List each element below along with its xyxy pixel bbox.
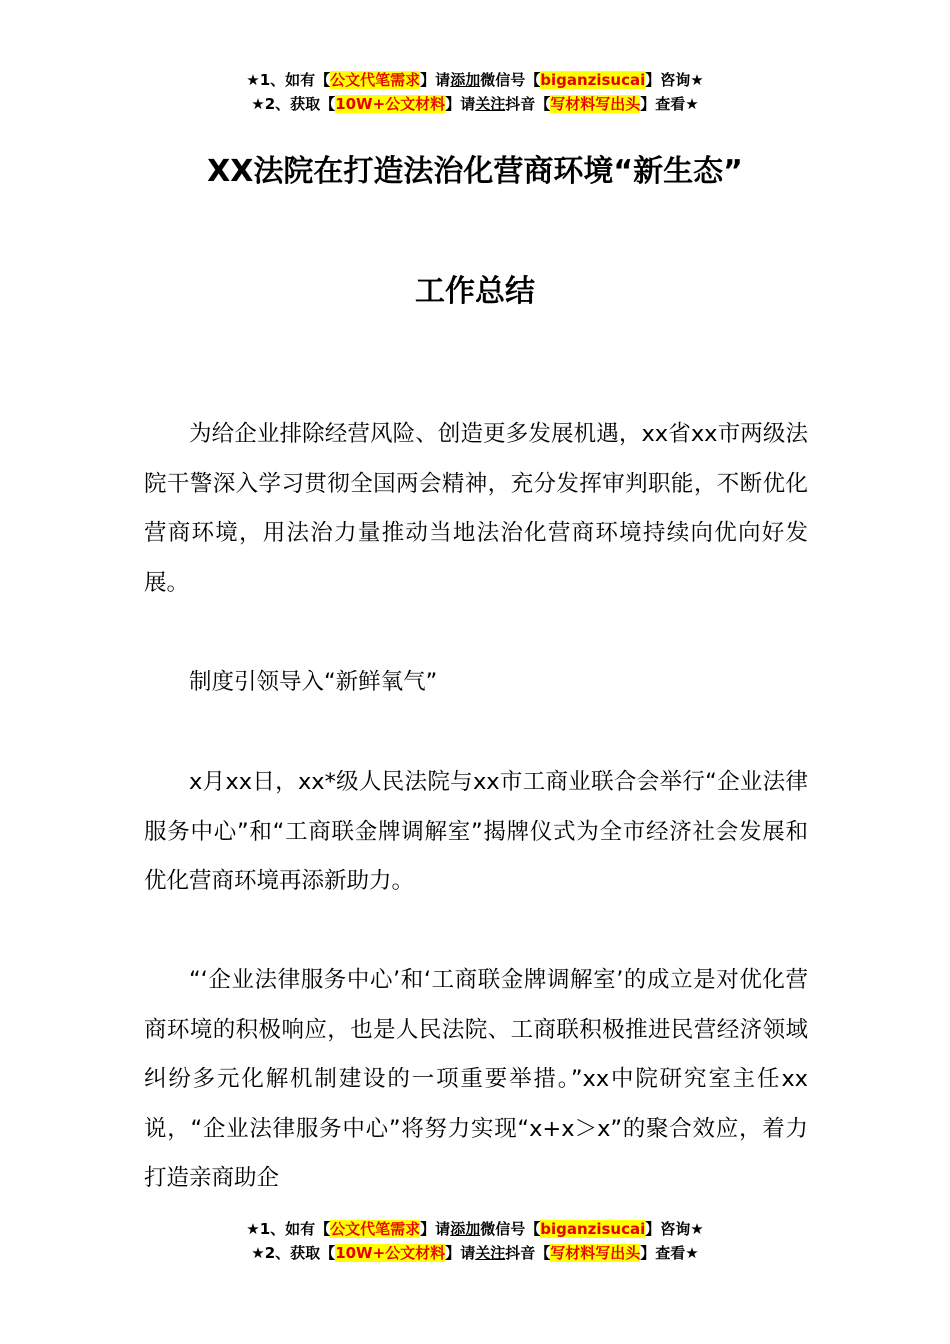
document-title-line-2: 工作总结 bbox=[415, 274, 535, 309]
banner-text: 】请 bbox=[445, 95, 476, 113]
banner-line-2 bbox=[0, 1241, 950, 1265]
banner-text: ★2、获取【 bbox=[251, 1244, 336, 1262]
banner-text: 】查看★ bbox=[640, 95, 699, 113]
banner-line-2 bbox=[0, 92, 950, 116]
banner-highlight: 10W+公文材料 bbox=[335, 1244, 446, 1262]
banner-text: 抖音【 bbox=[505, 95, 551, 113]
banner-underline: 关注 bbox=[475, 95, 506, 113]
banner-text: ★2、获取【 bbox=[251, 95, 336, 113]
body-paragraph: 为给企业排除经营风险、创造更多发展机遇，xx省xx市两级法院干警深入学习贯彻全国两会精神，充分发挥审判职能，不断优化营商环境，用法治力量推动当地法治化营商环境持续向优向好发展。 bbox=[144, 421, 808, 596]
banner-text: 微信号【 bbox=[480, 71, 541, 89]
banner-text: ★1、如有【 bbox=[246, 71, 331, 89]
section-heading: 制度引领导入“新鲜氧气” bbox=[189, 669, 438, 695]
banner-text: 抖音【 bbox=[505, 1244, 551, 1262]
body-paragraph: x月xx日，xx*级人民法院与xx市工商业联合会举行“企业法律服务中心”和“工商联金牌调解室”揭牌仪式为全市经济社会发展和优化营商环境再添新助力。 bbox=[144, 769, 808, 894]
banner-highlight: 写材料写出头 bbox=[550, 95, 641, 113]
banner-text: 】请 bbox=[420, 1220, 451, 1238]
banner-underline: 添加 bbox=[450, 71, 481, 89]
header-banner bbox=[0, 68, 950, 116]
banner-highlight: biganzisucai bbox=[540, 71, 646, 89]
banner-text: ★1、如有【 bbox=[246, 1220, 331, 1238]
banner-line-1 bbox=[0, 68, 950, 92]
banner-highlight: 10W+公文材料 bbox=[335, 95, 446, 113]
banner-text: 】咨询★ bbox=[645, 71, 704, 89]
banner-underline: 添加 bbox=[450, 1220, 481, 1238]
footer-banner bbox=[0, 1217, 950, 1265]
body-paragraph: “‘企业法律服务中心’和‘工商联金牌调解室’的成立是对优化营商环境的积极响应，也是人民法院、工商联积极推进民营经济领域纠纷多元化解机制建设的一项重要举措。”xx中院研究室主任xx说，“企业法律服务中心”将努力实现“x+x＞x”的聚合效应，着力打造亲商助企 bbox=[144, 967, 808, 1191]
banner-text: 】请 bbox=[420, 71, 451, 89]
banner-text: 】查看★ bbox=[640, 1244, 699, 1262]
document-title: XX法院在打造法治化营商环境“新生态” bbox=[207, 154, 743, 189]
banner-line-1 bbox=[0, 1217, 950, 1241]
banner-highlight: 公文代笔需求 bbox=[330, 1220, 421, 1238]
banner-highlight: 公文代笔需求 bbox=[330, 71, 421, 89]
banner-text: 微信号【 bbox=[480, 1220, 541, 1238]
banner-text: 】咨询★ bbox=[645, 1220, 704, 1238]
banner-highlight: 写材料写出头 bbox=[550, 1244, 641, 1262]
banner-underline: 关注 bbox=[475, 1244, 506, 1262]
banner-text: 】请 bbox=[445, 1244, 476, 1262]
banner-highlight: biganzisucai bbox=[540, 1220, 646, 1238]
